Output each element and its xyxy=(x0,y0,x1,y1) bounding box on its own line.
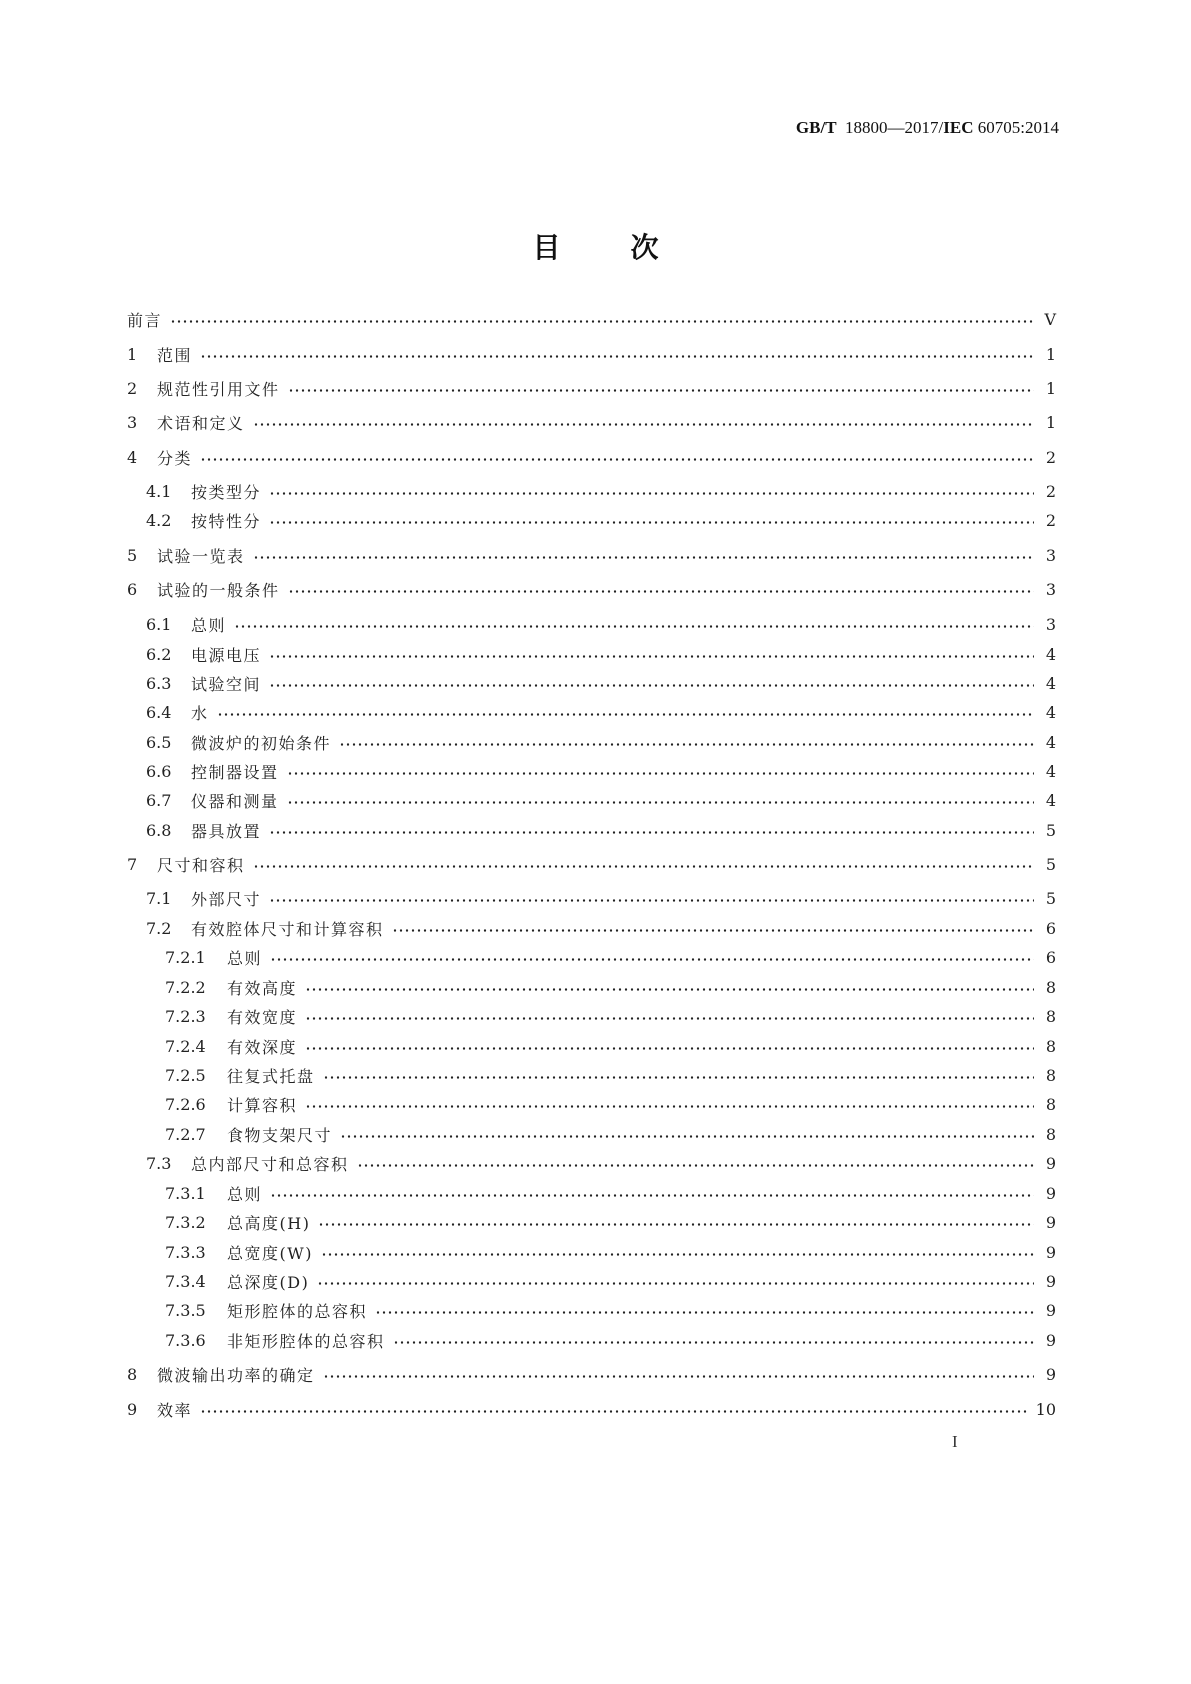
toc-entry-label: 有效腔体尺寸和计算容积 xyxy=(191,919,384,939)
toc-entry-number: 3 xyxy=(127,412,138,432)
toc-entry-page: 9 xyxy=(1045,1212,1056,1232)
toc-entry-number: 9 xyxy=(127,1399,138,1419)
toc-entry-label: 分类 xyxy=(157,448,193,468)
dot-leader xyxy=(200,1410,1028,1413)
toc-entry[interactable] xyxy=(146,671,1056,695)
toc-entry-page: 4 xyxy=(1045,702,1056,722)
dot-leader xyxy=(253,423,1034,426)
toc-entry-label: 总则 xyxy=(191,615,227,635)
toc-entry[interactable] xyxy=(165,1240,1056,1264)
toc-entry-page: 8 xyxy=(1045,1006,1056,1026)
toc-entry[interactable] xyxy=(146,818,1056,842)
dot-leader xyxy=(269,521,1034,524)
toc-entry-label: 控制器设置 xyxy=(191,762,279,782)
toc-entry[interactable] xyxy=(165,1298,1056,1322)
toc-entry-label: 试验空间 xyxy=(191,674,262,694)
toc-entry-number: 4 xyxy=(127,447,138,467)
toc-entry-number: 4.1 xyxy=(146,481,172,501)
toc-entry-page: 6 xyxy=(1045,918,1056,938)
toc-entry-page: 2 xyxy=(1045,447,1056,467)
toc-entry-number: 6.1 xyxy=(146,614,172,634)
toc-entry-label: 总则 xyxy=(227,948,263,968)
iec-number: 60705:2014 xyxy=(977,118,1059,137)
toc-entry-label: 微波炉的初始条件 xyxy=(191,733,332,753)
toc-entry-number: 7.2.5 xyxy=(165,1065,206,1085)
toc-entry-label: 水 xyxy=(191,703,209,723)
toc-entry[interactable] xyxy=(127,577,1056,601)
toc-entry-label: 有效宽度 xyxy=(227,1007,298,1027)
toc-entry[interactable] xyxy=(165,975,1056,999)
toc-entry[interactable] xyxy=(146,886,1056,910)
toc-entry-number: 7 xyxy=(127,854,138,874)
toc-entry-label: 总高度(H) xyxy=(227,1213,311,1233)
dot-leader xyxy=(270,1194,1034,1197)
toc-entry[interactable] xyxy=(146,508,1056,532)
dot-leader xyxy=(269,655,1034,658)
toc-entry-page: 10 xyxy=(1035,1399,1056,1419)
toc-entry-number: 6 xyxy=(127,579,138,599)
dot-leader xyxy=(323,1375,1034,1378)
dot-leader xyxy=(392,929,1034,932)
title-char-1: 目 xyxy=(532,231,561,264)
toc-entry-page: 5 xyxy=(1045,854,1056,874)
toc-entry-label: 电源电压 xyxy=(191,645,262,665)
toc-entry[interactable] xyxy=(146,759,1056,783)
toc-entry-label: 效率 xyxy=(157,1400,193,1420)
toc-entry-page: 9 xyxy=(1045,1153,1056,1173)
toc-entry[interactable] xyxy=(127,410,1056,434)
dot-leader xyxy=(340,1135,1034,1138)
toc-entry-label: 微波输出功率的确定 xyxy=(157,1365,315,1385)
toc-entry-page: 4 xyxy=(1045,673,1056,693)
toc-entry[interactable] xyxy=(146,916,1056,940)
toc-entry[interactable] xyxy=(165,1181,1056,1205)
toc-entry-number: 7.3 xyxy=(146,1153,172,1173)
toc-entry-number: 7.3.6 xyxy=(165,1330,206,1350)
toc-entry-page: 2 xyxy=(1045,510,1056,530)
toc-entry-number: 6.6 xyxy=(146,761,172,781)
toc-entry-number: 7.2.4 xyxy=(165,1036,206,1056)
toc-entry-label: 试验一览表 xyxy=(157,546,245,566)
toc-entry-page: 2 xyxy=(1045,481,1056,501)
dot-leader xyxy=(200,458,1034,461)
toc-entry[interactable] xyxy=(146,730,1056,754)
dot-leader xyxy=(170,320,1034,323)
dot-leader xyxy=(253,865,1034,868)
toc-entry[interactable] xyxy=(127,445,1056,469)
toc-entry-page: 4 xyxy=(1045,761,1056,781)
toc-entry-label: 器具放置 xyxy=(191,821,262,841)
toc-entry-page: 9 xyxy=(1045,1300,1056,1320)
toc-entry-label: 试验的一般条件 xyxy=(157,580,280,600)
toc-entry[interactable] xyxy=(127,543,1056,567)
toc-entry-label: 有效深度 xyxy=(227,1037,298,1057)
dot-leader xyxy=(305,1047,1034,1050)
toc-entry-label: 规范性引用文件 xyxy=(157,379,280,399)
toc-entry-label: 食物支架尺寸 xyxy=(227,1125,333,1145)
toc-entry-label: 外部尺寸 xyxy=(191,889,262,909)
toc-entry-number: 6.3 xyxy=(146,673,172,693)
standard-prefix: GB/T xyxy=(795,118,837,137)
dot-leader xyxy=(253,556,1034,559)
iec-prefix: IEC xyxy=(943,118,974,137)
toc-entry[interactable] xyxy=(146,642,1056,666)
toc-entry-number: 7.2 xyxy=(146,918,172,938)
toc-entry-label: 范围 xyxy=(157,345,193,365)
toc-entry[interactable] xyxy=(165,1034,1056,1058)
toc-entry-label: 非矩形腔体的总容积 xyxy=(227,1331,385,1351)
dot-leader xyxy=(288,590,1034,593)
toc-entry-page: 5 xyxy=(1045,820,1056,840)
toc-entry-page: 4 xyxy=(1045,644,1056,664)
dot-leader xyxy=(305,1017,1034,1020)
toc-entry[interactable] xyxy=(165,945,1056,969)
toc-entry-label: 按特性分 xyxy=(191,511,262,531)
toc-entry-number: 7.3.3 xyxy=(165,1242,206,1262)
dot-leader xyxy=(269,684,1034,687)
page-number: I xyxy=(952,1432,958,1451)
dot-leader xyxy=(269,899,1034,902)
toc-entry-number: 7.3.1 xyxy=(165,1183,206,1203)
dot-leader xyxy=(318,1223,1034,1226)
dot-leader xyxy=(317,1282,1034,1285)
toc-entry-label: 总内部尺寸和总容积 xyxy=(191,1154,349,1174)
toc-entry[interactable] xyxy=(127,376,1056,400)
toc-entry-page: 8 xyxy=(1045,1094,1056,1114)
toc-entry-number: 6.2 xyxy=(146,644,172,664)
toc-entry-page: V xyxy=(1044,309,1056,329)
dot-leader xyxy=(357,1164,1034,1167)
toc-entry-label: 尺寸和容积 xyxy=(157,855,245,875)
dot-leader xyxy=(269,492,1034,495)
dot-leader xyxy=(288,389,1034,392)
toc-entry-page: 5 xyxy=(1045,888,1056,908)
dot-leader xyxy=(339,743,1034,746)
toc-entry-page: 4 xyxy=(1045,790,1056,810)
toc-entry-number: 7.3.2 xyxy=(165,1212,206,1232)
toc-entry[interactable] xyxy=(165,1004,1056,1028)
toc-entry[interactable] xyxy=(146,700,1056,724)
dot-leader xyxy=(217,713,1034,716)
toc-entry-number: 6.7 xyxy=(146,790,172,810)
toc-entry-page: 3 xyxy=(1045,614,1056,634)
toc-entry-page: 1 xyxy=(1045,344,1056,364)
toc-entry-page: 9 xyxy=(1045,1271,1056,1291)
toc-entry[interactable] xyxy=(127,307,1056,331)
toc-entry[interactable] xyxy=(165,1210,1056,1234)
dot-leader xyxy=(269,831,1034,834)
toc-entry-label: 往复式托盘 xyxy=(227,1066,315,1086)
toc-entry[interactable] xyxy=(165,1328,1056,1352)
dot-leader xyxy=(305,1105,1034,1108)
toc-entry-label: 计算容积 xyxy=(227,1095,298,1115)
toc-entry-label: 总深度(D) xyxy=(227,1272,310,1292)
toc-entry[interactable] xyxy=(127,342,1056,366)
dot-leader xyxy=(323,1076,1034,1079)
dot-leader xyxy=(321,1253,1034,1256)
dot-leader xyxy=(270,958,1034,961)
toc-entry-page: 8 xyxy=(1045,1124,1056,1144)
toc-entry-label: 前言 xyxy=(127,310,163,330)
toc-entry-number: 6.5 xyxy=(146,732,172,752)
toc-entry-page: 9 xyxy=(1045,1364,1056,1384)
toc-entry-number: 6.4 xyxy=(146,702,172,722)
toc-entry-number: 7.3.5 xyxy=(165,1300,206,1320)
dot-leader xyxy=(287,772,1034,775)
dot-leader xyxy=(234,625,1034,628)
toc-entry[interactable] xyxy=(146,1151,1056,1175)
toc-entry-number: 5 xyxy=(127,545,138,565)
toc-entry-page: 9 xyxy=(1045,1330,1056,1350)
title-char-2: 次 xyxy=(630,231,659,264)
toc-entry-number: 6.8 xyxy=(146,820,172,840)
dot-leader xyxy=(287,801,1034,804)
toc-entry-page: 4 xyxy=(1045,732,1056,752)
toc-entry-number: 7.2.3 xyxy=(165,1006,206,1026)
toc-entry-number: 1 xyxy=(127,344,138,364)
toc-entry-page: 1 xyxy=(1045,378,1056,398)
toc-entry-number: 8 xyxy=(127,1364,138,1384)
toc-entry-page: 1 xyxy=(1045,412,1056,432)
toc-entry-label: 矩形腔体的总容积 xyxy=(227,1301,368,1321)
standard-number: 18800—2017/ xyxy=(845,118,944,137)
toc-entry[interactable] xyxy=(165,1063,1056,1087)
toc-entry[interactable] xyxy=(127,1362,1056,1386)
toc-entry-number: 7.2.1 xyxy=(165,947,206,967)
dot-leader xyxy=(305,988,1034,991)
toc-entry[interactable] xyxy=(146,612,1056,636)
toc-entry-page: 6 xyxy=(1045,947,1056,967)
toc-entry[interactable] xyxy=(165,1269,1056,1293)
toc-entry-number: 7.1 xyxy=(146,888,172,908)
toc-entry[interactable] xyxy=(146,479,1056,503)
toc-entry[interactable] xyxy=(146,788,1056,812)
dot-leader xyxy=(393,1341,1034,1344)
toc-entry-number: 7.2.6 xyxy=(165,1094,206,1114)
dot-leader xyxy=(200,355,1034,358)
toc-entry-page: 9 xyxy=(1045,1242,1056,1262)
toc-entry-number: 7.2.7 xyxy=(165,1124,206,1144)
toc-entry-number: 4.2 xyxy=(146,510,172,530)
toc-entry-page: 3 xyxy=(1045,545,1056,565)
toc-entry[interactable] xyxy=(127,1397,1056,1421)
toc-entry-page: 8 xyxy=(1045,977,1056,997)
toc-entry-page: 8 xyxy=(1045,1036,1056,1056)
toc-entry-label: 按类型分 xyxy=(191,482,262,502)
toc-entry[interactable] xyxy=(165,1092,1056,1116)
dot-leader xyxy=(375,1311,1034,1314)
toc-entry-label: 总则 xyxy=(227,1184,263,1204)
toc-entry-label: 仪器和测量 xyxy=(191,791,279,811)
toc-entry-number: 7.3.4 xyxy=(165,1271,206,1291)
toc-entry-label: 有效高度 xyxy=(227,978,298,998)
toc-entry-page: 8 xyxy=(1045,1065,1056,1085)
toc-entry-page: 9 xyxy=(1045,1183,1056,1203)
toc-entry-number: 2 xyxy=(127,378,138,398)
toc-entry-page: 3 xyxy=(1045,579,1056,599)
toc-entry-label: 术语和定义 xyxy=(157,413,245,433)
toc-entry[interactable] xyxy=(127,852,1056,876)
toc-entry[interactable] xyxy=(165,1122,1056,1146)
toc-entry-label: 总宽度(W) xyxy=(227,1243,313,1263)
toc-entry-number: 7.2.2 xyxy=(165,977,206,997)
